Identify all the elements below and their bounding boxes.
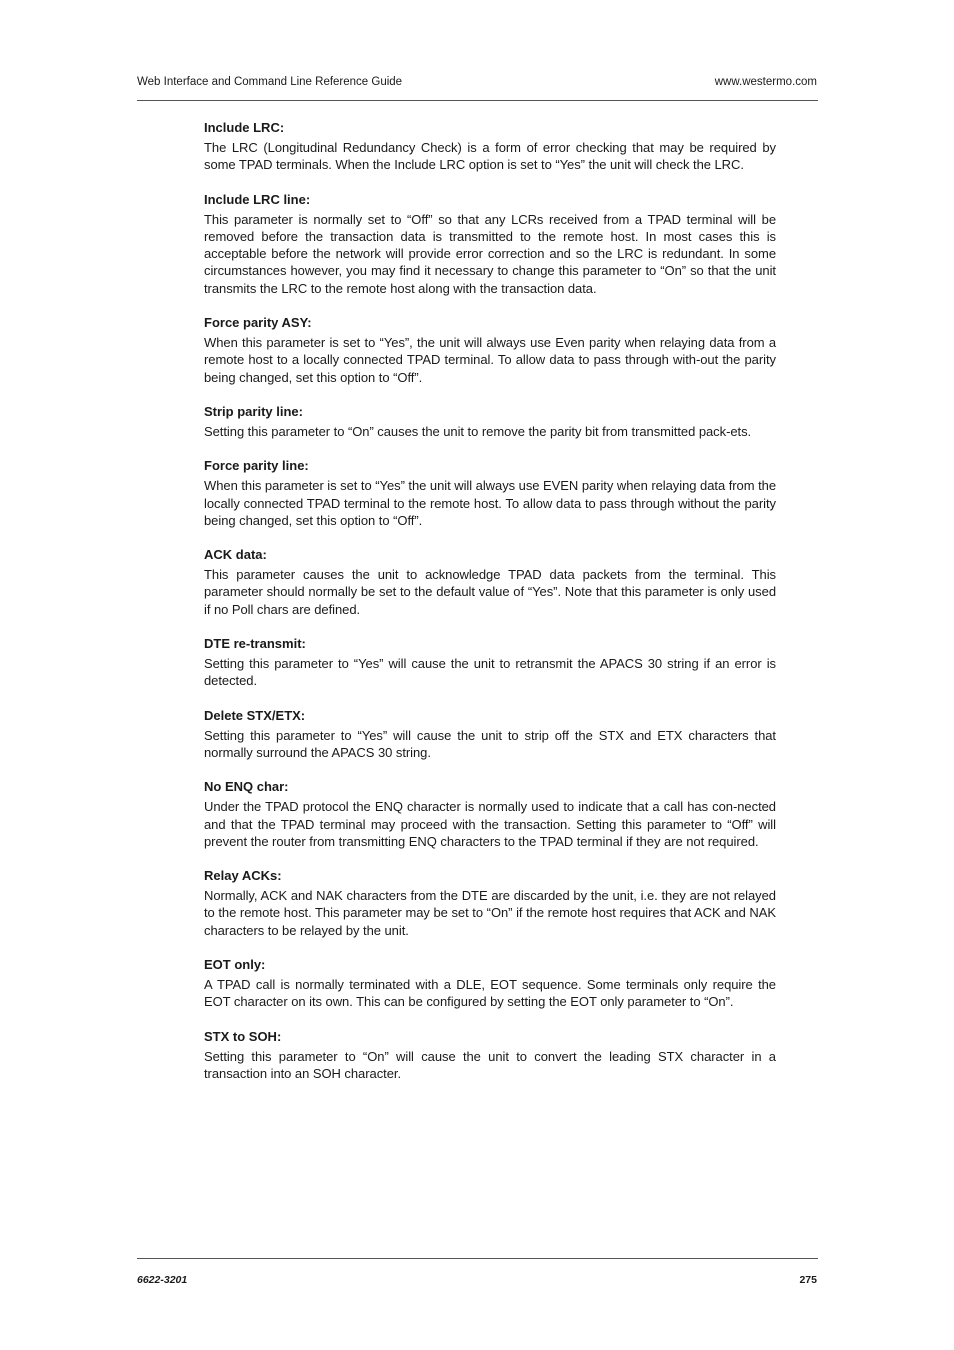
section-relay-acks <box>204 867 776 939</box>
footer-divider <box>137 1258 818 1259</box>
section-title: STX to SOH: <box>204 1028 282 1044</box>
section-title: Include LRC: <box>204 120 285 135</box>
section-title: Delete STX/ETX: <box>204 707 306 723</box>
section-body: Setting this parameter to “On” will cause the unit to convert the leading STX character in a transaction into an SOH character. <box>204 1048 776 1081</box>
section-title: Relay ACKs: <box>204 868 282 884</box>
header-divider <box>137 100 818 101</box>
section-title: Strip parity line: <box>204 403 303 419</box>
section-body: Under the TPAD protocol the ENQ character is normally used to indicate that a call has con-nected and that the TPAD terminal may proceed with the transaction. Setting this parameter to “Off” will prevent the router from transmitting ENQ characters to the TPAD terminal if they are not required. <box>204 799 776 849</box>
page-number: 275 <box>799 1274 817 1286</box>
section-title: Force parity line: <box>204 458 309 474</box>
section-stx-to-soh <box>204 1028 776 1083</box>
document-number: 6622-3201 <box>137 1274 188 1286</box>
section-body: Normally, ACK and NAK characters from the DTE are discarded by the unit, i.e. they are not relayed to the remote host. This parameter may be set to “On” if the remote host requires that ACK and NAK characters to be relayed by the unit. <box>204 888 776 938</box>
section-body: The LRC (Longitudinal Redundancy Check) is a form of error checking that may be required by some TPAD terminals. When the Include LRC option is set to “Yes” the unit will check the LRC. <box>204 140 776 173</box>
section-body: A TPAD call is normally terminated with a DLE, EOT sequence. Some terminals only require the EOT character on its own. This can be configured by setting the EOT only parameter to “On”. <box>204 977 776 1010</box>
section-body: Setting this parameter to “Yes” will cause the unit to retransmit the APACS 30 string if an error is detected. <box>204 656 776 689</box>
section-body: Setting this parameter to “On” causes the unit to remove the parity bit from transmitted pack-ets. <box>204 423 752 439</box>
section-body: Setting this parameter to “Yes” will cause the unit to strip off the STX and ETX characters that normally surround the APACS 30 string. <box>204 727 776 760</box>
section-body: This parameter is normally set to “Off” so that any LCRs received from a TPAD terminal will be removed before the transaction data is transmitted to the remote host. In most cases this is acceptable before the network will provide error correction and so the LRC is redundant. In some circumstances however, you may find it necessary to change this parameter to “On” so that the unit transmits the LRC to the remote host along with the transaction data. <box>204 211 776 296</box>
section-body: When this parameter is set to “Yes” the unit will always use EVEN parity when relaying data from the locally connected TPAD terminal to the remote host. To allow data to pass through without the parity being changed, set this option to “Off”. <box>204 478 776 528</box>
section-delete-stx-etx <box>204 707 776 762</box>
section-title: DTE re-transmit: <box>204 636 306 652</box>
main-content <box>204 119 776 1099</box>
website-url: www.westermo.com <box>714 76 817 88</box>
section-force-parity-asy <box>204 314 776 386</box>
section-ack-data <box>204 546 776 618</box>
section-title: Force parity ASY: <box>204 315 312 331</box>
section-no-enq-char <box>204 778 776 850</box>
section-title: Include LRC line: <box>204 191 311 207</box>
section-body: When this parameter is set to “Yes”, the unit will always use Even parity when relaying data from a remote host to a locally connected TPAD terminal. To allow data to pass through with-out the parity being changed, set this option to “Off”. <box>204 335 776 385</box>
section-eot-only <box>204 956 776 1011</box>
section-body: This parameter causes the unit to acknowledge TPAD data packets from the terminal. This parameter should normally be set to the default value of “Yes”. Note that this parameter is only used if no Poll chars are defined. <box>204 567 776 617</box>
section-title: EOT only: <box>204 957 266 973</box>
page-header <box>137 76 817 94</box>
section-dte-re-transmit <box>204 635 776 690</box>
section-include-lrc <box>204 119 776 174</box>
section-force-parity-line <box>204 457 776 529</box>
section-title: ACK data: <box>204 547 267 563</box>
page-footer <box>137 1274 817 1290</box>
section-title: No ENQ char: <box>204 779 289 795</box>
document-title: Web Interface and Command Line Reference Guide <box>137 76 403 88</box>
section-include-lrc-line <box>204 191 776 297</box>
section-strip-parity-line <box>204 403 776 440</box>
